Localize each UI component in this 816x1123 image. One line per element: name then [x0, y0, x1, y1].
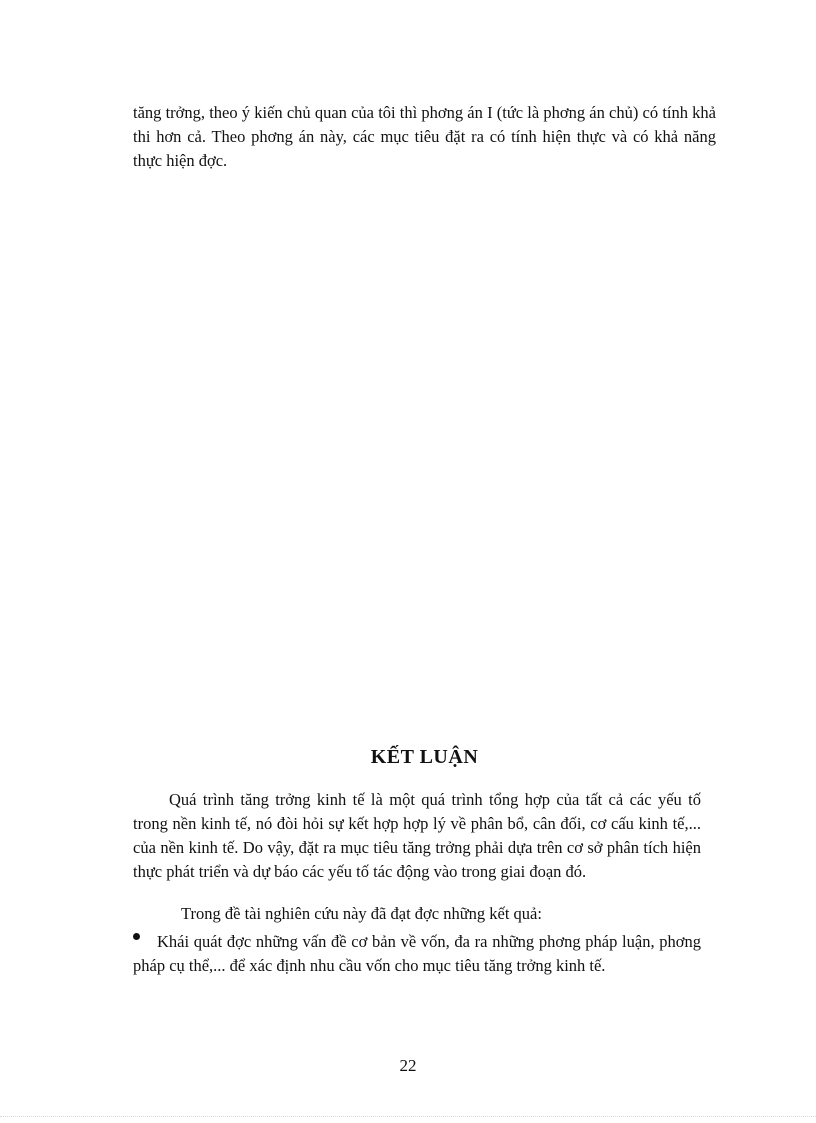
conclusion-heading: KẾT LUẬN: [370, 746, 479, 768]
page-number: 22: [399, 1056, 417, 1075]
bullet-text: Khái quát đợc những vấn đề cơ bản về vốn, đa ra những phơng pháp luận, phơng pháp cụ thể,... để xác định nhu cầu vốn cho mục tiêu tăng trởng kinh tế.: [133, 932, 701, 975]
conclusion-paragraph-2: Trong đề tài nghiên cứu này đã đạt đợc những kết quả:: [181, 904, 542, 923]
body-paragraph: tăng trởng, theo ý kiến chủ quan của tôi thì phơng án I (tức là phơng án chủ) có tính khả thi hơn cả. Theo phơng án này, các mục tiêu đặt ra có tính hiện thực và có khả năng thực hiện đợc.: [133, 103, 716, 170]
page-bottom-divider: [0, 1116, 816, 1117]
bullet-icon: [133, 933, 140, 940]
conclusion-paragraph-1: Quá trình tăng trởng kinh tế là một quá trình tổng hợp của tất cả các yếu tố trong nền kinh tế, nó đòi hỏi sự kết hợp hợp lý về phân bổ, cân đối, cơ cấu kinh tế,... của nền kinh tế. Do vậy, đặt ra mục tiêu tăng trởng phải dựa trên cơ sở phân tích hiện thực phát triển và dự báo các yếu tố tác động vào trong giai đoạn đó.: [133, 790, 701, 881]
results-bullet-item: [133, 930, 701, 978]
